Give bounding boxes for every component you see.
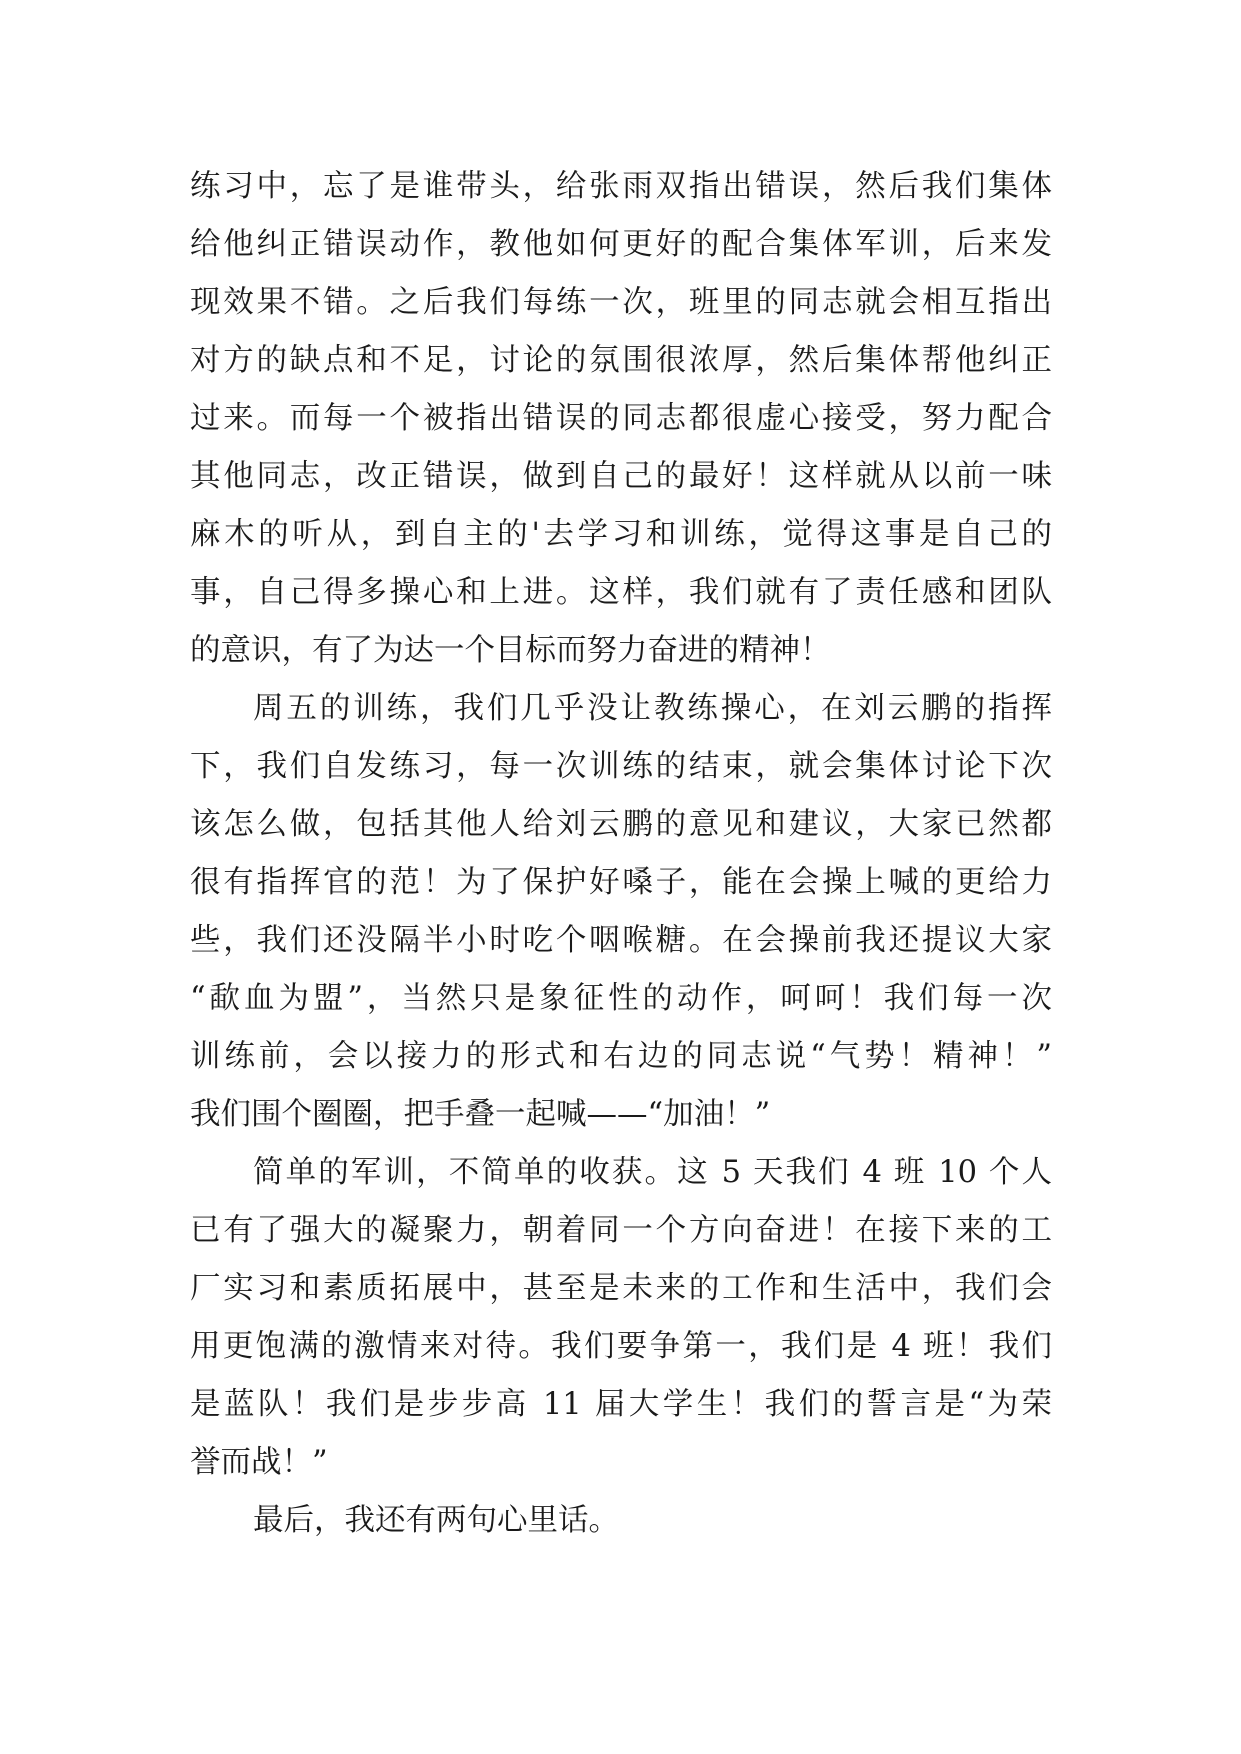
text-line: 对方的缺点和不足，讨论的氛围很浓厚，然后集体帮他纠正 — [190, 343, 1052, 378]
text-line: 简单的军训，不简单的收获。这 5 天我们 4 班 10 个人 — [253, 1155, 1052, 1190]
text-line: “歃血为盟”，当然只是象征性的动作，呵呵！我们每一次 — [190, 981, 1052, 1016]
text-line: 练习中，忘了是谁带头，给张雨双指出错误，然后我们集体 — [190, 169, 1052, 204]
text-line: 用更饱满的激情来对待。我们要争第一，我们是 4 班！我们 — [190, 1329, 1052, 1364]
text-line: 是蓝队！我们是步步高 11 届大学生！我们的誓言是“为荣 — [190, 1387, 1052, 1422]
paragraph-harvest — [190, 1144, 1052, 1492]
text-line: 过来。而每一个被指出错误的同志都很虚心接受，努力配合 — [190, 401, 1052, 436]
document-body — [190, 158, 1052, 1550]
paragraph-closing — [190, 1492, 1052, 1550]
text-line: 现效果不错。之后我们每练一次，班里的同志就会相互指出 — [190, 285, 1052, 320]
text-line: 最后，我还有两句心里话。 — [253, 1503, 619, 1538]
text-line: 其他同志，改正错误，做到自己的最好！这样就从以前一味 — [190, 459, 1052, 494]
paragraph-training-feedback — [190, 158, 1052, 680]
text-line: 事，自己得多操心和上进。这样，我们就有了责任感和团队 — [190, 575, 1052, 610]
text-line: 很有指挥官的范！为了保护好嗓子，能在会操上喊的更给力 — [190, 865, 1052, 900]
text-line: 我们围个圈圈，把手叠一起喊——“加油！” — [190, 1097, 771, 1132]
text-line: 给他纠正错误动作，教他如何更好的配合集体军训，后来发 — [190, 227, 1052, 262]
text-line: 该怎么做，包括其他人给刘云鹏的意见和建议，大家已然都 — [190, 807, 1052, 842]
text-line: 周五的训练，我们几乎没让教练操心，在刘云鹏的指挥 — [253, 691, 1052, 726]
text-line: 誉而战！” — [190, 1445, 328, 1480]
text-line: 下，我们自发练习，每一次训练的结束，就会集体讨论下次 — [190, 749, 1052, 784]
text-line: 麻木的听从，到自主的'去学习和训练，觉得这事是自己的 — [190, 517, 1052, 552]
text-line: 训练前，会以接力的形式和右边的同志说“气势！精神！” — [190, 1039, 1052, 1074]
text-line: 的意识，有了为达一个目标而努力奋进的精神！ — [190, 633, 831, 668]
paragraph-friday-training — [190, 680, 1052, 1144]
text-line: 已有了强大的凝聚力，朝着同一个方向奋进！在接下来的工 — [190, 1213, 1052, 1248]
text-line: 厂实习和素质拓展中，甚至是未来的工作和生活中，我们会 — [190, 1271, 1052, 1306]
text-line: 些，我们还没隔半小时吃个咽喉糖。在会操前我还提议大家 — [190, 923, 1052, 958]
